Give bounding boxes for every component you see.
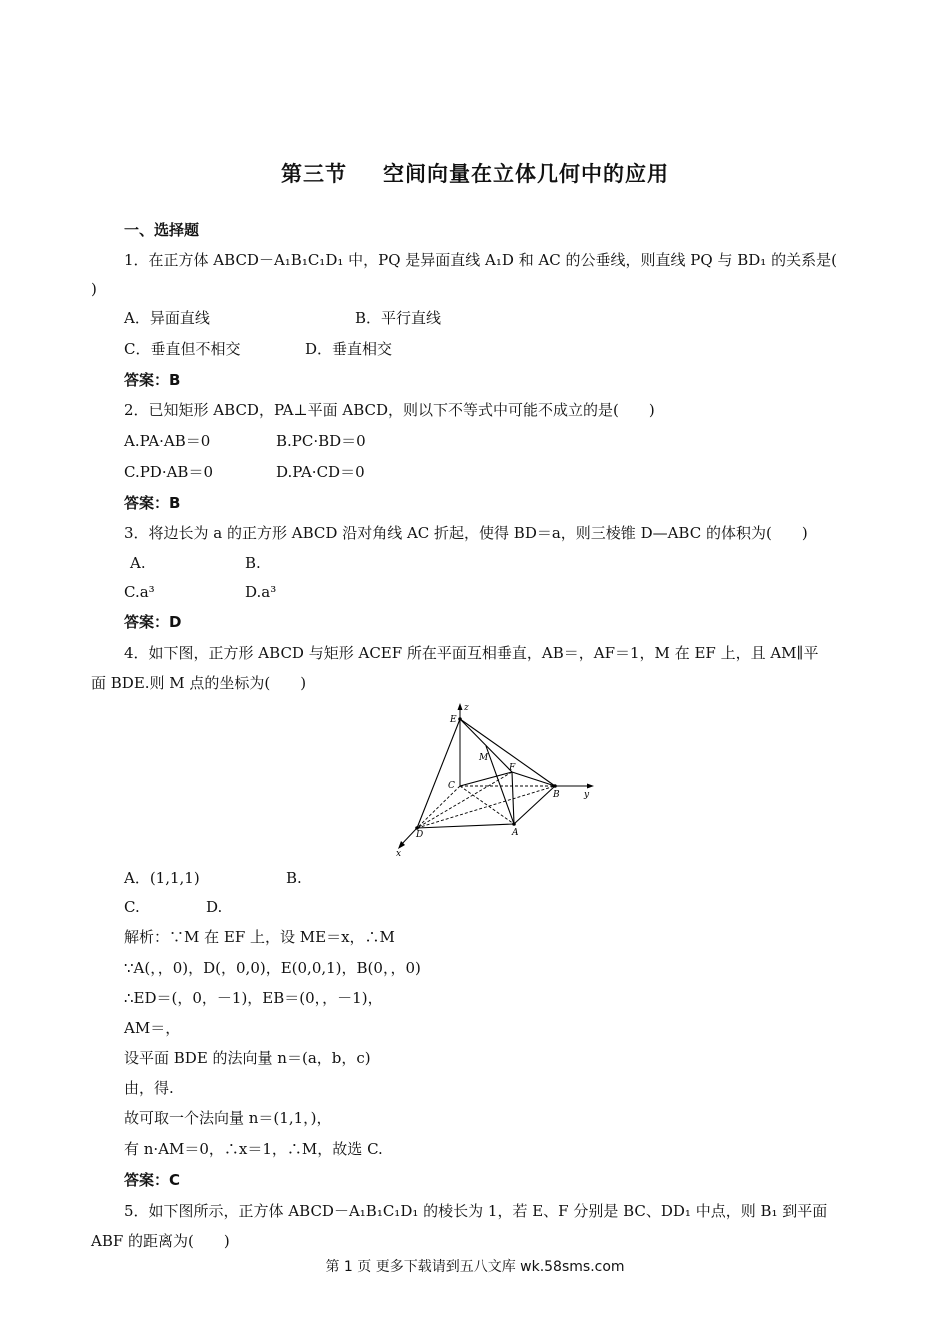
- q1-option-c: C．垂直但不相交: [124, 340, 241, 358]
- point-b: [553, 784, 557, 788]
- q1-option-b: B．平行直线: [355, 309, 442, 327]
- label-z: z: [464, 703, 469, 713]
- q3-option-d: D.a³: [245, 583, 277, 601]
- hidden-edges: [417, 719, 555, 828]
- point-e: [458, 717, 462, 721]
- q4-solution-line: 解析：∵M 在 EF 上，设 ME＝x，∴M: [124, 928, 395, 946]
- q4-option-c: C.: [124, 898, 140, 916]
- q2-stem: 2．已知矩形 ABCD，PA⊥平面 ABCD，则以下不等式中可能不成立的是( ): [124, 401, 655, 419]
- q4-answer: 答案：C: [124, 1171, 181, 1189]
- q3-stem: 3．将边长为 a 的正方形 ABCD 沿对角线 AC 折起，使得 BD＝a，则三棱锥 D—ABC 的体积为( ): [124, 524, 808, 542]
- geometry-figure: [390, 700, 600, 858]
- q1-answer: 答案：B: [124, 371, 181, 389]
- visible-edges: [417, 719, 555, 828]
- y-axis-arrow: [587, 784, 594, 789]
- q4-solution-line: 故可取一个法向量 n＝(1,1，)，: [124, 1109, 332, 1127]
- q2-option-d: D.PA·CD＝0: [276, 463, 365, 481]
- q5-stem-line2: ABF 的距离为( ): [91, 1232, 230, 1250]
- q4-solution-line: 由，得.: [124, 1079, 174, 1097]
- q3-option-c: C.a³: [124, 583, 155, 601]
- q4-solution-line: ∵A(，，0)，D(，0,0)，E(0,0,1)，B(0，，0): [124, 959, 421, 977]
- q3-option-b: B.: [245, 554, 261, 572]
- section-title: 空间向量在立体几何中的应用: [383, 162, 669, 186]
- point-a: [512, 822, 516, 826]
- q3-option-a: A.: [130, 554, 146, 572]
- q4-solution-line: ∴ED＝(，0，－1)，EB＝(0，，－1)，: [124, 989, 383, 1007]
- q1-stem-line2: ): [91, 280, 97, 298]
- label-a: A: [512, 828, 519, 838]
- label-e: E: [450, 715, 457, 725]
- section-number: 第三节: [281, 162, 347, 186]
- label-y: y: [584, 790, 590, 800]
- q4-option-a: A．(1,1,1): [124, 869, 200, 887]
- label-f: F: [509, 763, 516, 773]
- q5-stem-line1: 5．如下图所示，正方体 ABCD－A₁B₁C₁D₁ 的棱长为 1，若 E、F 分别是 BC、DD₁ 中点，则 B₁ 到平面: [124, 1202, 828, 1220]
- q1-option-a: A．异面直线: [124, 309, 210, 327]
- q4-stem-line2: 面 BDE.则 M 点的坐标为( ): [91, 674, 307, 692]
- label-m: M: [479, 753, 489, 763]
- q2-option-c: C.PD·AB＝0: [124, 463, 213, 481]
- label-d: D: [416, 830, 424, 840]
- q1-option-d: D．垂直相交: [305, 340, 393, 358]
- z-axis-arrow: [458, 703, 463, 710]
- q2-option-a: A.PA·AB＝0: [124, 432, 211, 450]
- q4-solution-line: AM＝，: [124, 1019, 181, 1037]
- page-title: [0, 158, 950, 188]
- q2-answer: 答案：B: [124, 494, 181, 512]
- q4-option-d: D.: [206, 898, 223, 916]
- label-x: x: [396, 849, 402, 858]
- q1-stem-line1: 1．在正方体 ABCD－A₁B₁C₁D₁ 中，PQ 是异面直线 A₁D 和 AC 的公垂线，则直线 PQ 与 BD₁ 的关系是(: [124, 251, 837, 269]
- page-footer: 第 1 页 更多下载请到五八文库 wk.58sms.com: [325, 1259, 625, 1275]
- label-b: B: [553, 790, 560, 800]
- q4-stem-line1: 4．如下图，正方形 ABCD 与矩形 ACEF 所在平面互相垂直，AB＝，AF＝1，M 在 EF 上，且 AM∥平: [124, 644, 819, 662]
- label-c: C: [448, 781, 455, 791]
- section-heading: 一、选择题: [124, 221, 200, 239]
- q4-option-b: B.: [286, 869, 302, 887]
- q4-solution-line: 设平面 BDE 的法向量 n＝(a，b，c): [124, 1049, 371, 1067]
- q2-option-b: B.PC·BD＝0: [276, 432, 366, 450]
- q4-solution-line: 有 n·AM＝0，∴x＝1，∴M，故选 C.: [124, 1140, 383, 1158]
- q3-answer: 答案：D: [124, 613, 182, 631]
